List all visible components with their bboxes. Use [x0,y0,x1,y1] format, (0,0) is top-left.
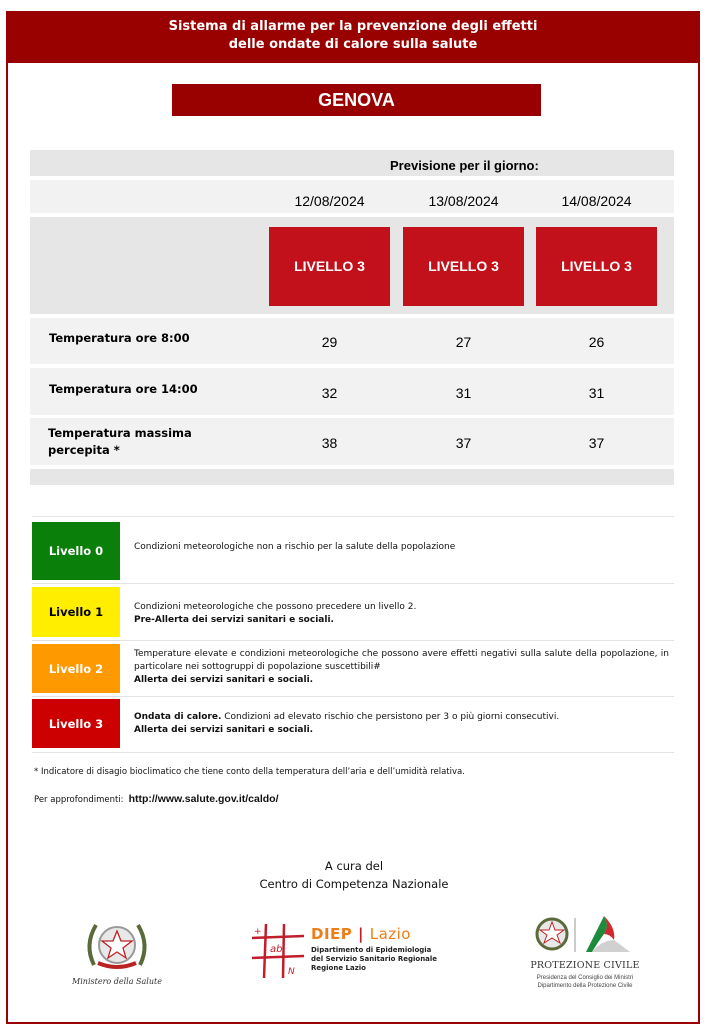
diep-grid-icon [250,922,306,980]
legend-swatch-level-0: Livello 0 [32,522,120,580]
level-badge: LIVELLO 3 [403,227,524,306]
credit-line2: Centro di Competenza Nazionale [259,877,449,891]
temp-8-label: Temperatura ore 8:00 [49,331,190,345]
temp-14-value: 31 [455,385,472,401]
diep-line3: Regione Lazio [311,964,366,972]
legend-action-text: Allerta dei servizi sanitari e sociali. [134,725,314,735]
svg-text:+: + [254,927,262,937]
legend-desc-text [134,711,669,724]
temp-8-value: 26 [588,334,605,350]
legend-desc-bold: Ondata di calore. [134,712,222,722]
forecast-footer-row [30,469,674,485]
legend-desc-level-0: Condizioni meteorologiche non a rischio per la salute della popolazione [134,542,456,552]
protezione-civile-logo [530,912,640,994]
svg-text:N: N [288,967,295,977]
diep-title-bold: DIEP [311,925,353,943]
more-info-label: Per approfondimenti: [34,795,124,805]
legend-desc-text: Temperature elevate e condizioni meteorologiche che possono avere effetti negativi sulla salute della popolazione, in particolare nei sottogruppi di popolazione suscettibili# [134,649,669,672]
forecast-title: Previsione per il giorno: [390,158,539,173]
more-info [34,793,279,805]
diep-line2: del Servizio Sanitario Regionale [311,955,438,963]
legend-swatch-level-2: Livello 2 [32,644,120,693]
protezione-civile-subtitle [530,974,640,990]
legend-divider [32,640,674,641]
italian-emblem-icon [72,915,162,975]
temp-8-value: 29 [321,334,338,350]
ministero-salute-logo [72,915,162,995]
diep-line1: Dipartimento di Epidemiologia [311,946,432,954]
temp-max-label-line1: Temperatura massima [48,426,192,440]
forecast-date: 12/08/2024 [294,193,365,209]
diep-title: DIEP | Lazio [311,925,411,943]
more-info-link[interactable]: http://www.salute.gov.it/caldo/ [128,793,279,805]
forecast-header-row [30,150,674,176]
header-title-line2: delle ondate di calore sulla salute [228,37,478,52]
diep-title-thin: Lazio [369,925,411,943]
forecast-date: 13/08/2024 [428,193,499,209]
legend-swatch-level-1: Livello 1 [32,587,120,637]
temp-max-label-line2: percepita * [48,443,120,457]
protezione-civile-line2: Dipartimento della Protezione Civile [537,983,633,989]
city-name: GENOVA [172,84,541,116]
protezione-civile-title: PROTEZIONE CIVILE [530,960,640,971]
legend-desc-text: Condizioni meteorologiche che possono precedere un livello 2. [134,602,417,612]
diep-subtitle [311,946,437,973]
protezione-civile-line1: Presidenza del Consiglio dei Ministri [536,975,634,981]
temp-14-value: 31 [588,385,605,401]
credit-line1: A cura del [324,859,384,873]
legend-divider [32,696,674,697]
legend-action-text: Pre-Allerta dei servizi sanitari e sociali. [134,615,334,625]
legend-swatch-level-3: Livello 3 [32,699,120,748]
legend-divider [32,583,674,584]
legend-desc-level-3 [134,711,669,737]
footnote: * Indicatore di disagio bioclimatico che tiene conto della temperatura dell’aria e dell’umidità relativa. [34,767,465,777]
ministero-caption: Ministero della Salute [72,977,162,986]
legend-desc-level-2 [134,648,669,687]
level-badge: LIVELLO 3 [536,227,657,306]
legend-divider [32,516,674,517]
diep-lazio-logo [250,922,450,982]
protezione-civile-emblem-icon [530,912,640,958]
legend-action-text: Allerta dei servizi sanitari e sociali. [134,675,314,685]
temp-max-value: 37 [588,435,605,451]
temp-max-value: 38 [321,435,338,451]
page-header [6,11,700,63]
temp-max-label [48,425,192,459]
svg-text:ab: ab [270,944,283,955]
credit [200,857,508,893]
forecast-date: 14/08/2024 [561,193,632,209]
legend-divider [32,752,674,753]
temp-8-value: 27 [455,334,472,350]
temp-max-value: 37 [455,435,472,451]
temp-14-label: Temperatura ore 14:00 [49,382,198,396]
legend-desc-rest: Condizioni ad elevato rischio che persistono per 3 o più giorni consecutivi. [221,712,560,722]
level-badge: LIVELLO 3 [269,227,390,306]
temp-14-value: 32 [321,385,338,401]
header-title-line1: Sistema di allarme per la prevenzione degli effetti [168,19,538,34]
legend-desc-level-1 [134,601,669,627]
